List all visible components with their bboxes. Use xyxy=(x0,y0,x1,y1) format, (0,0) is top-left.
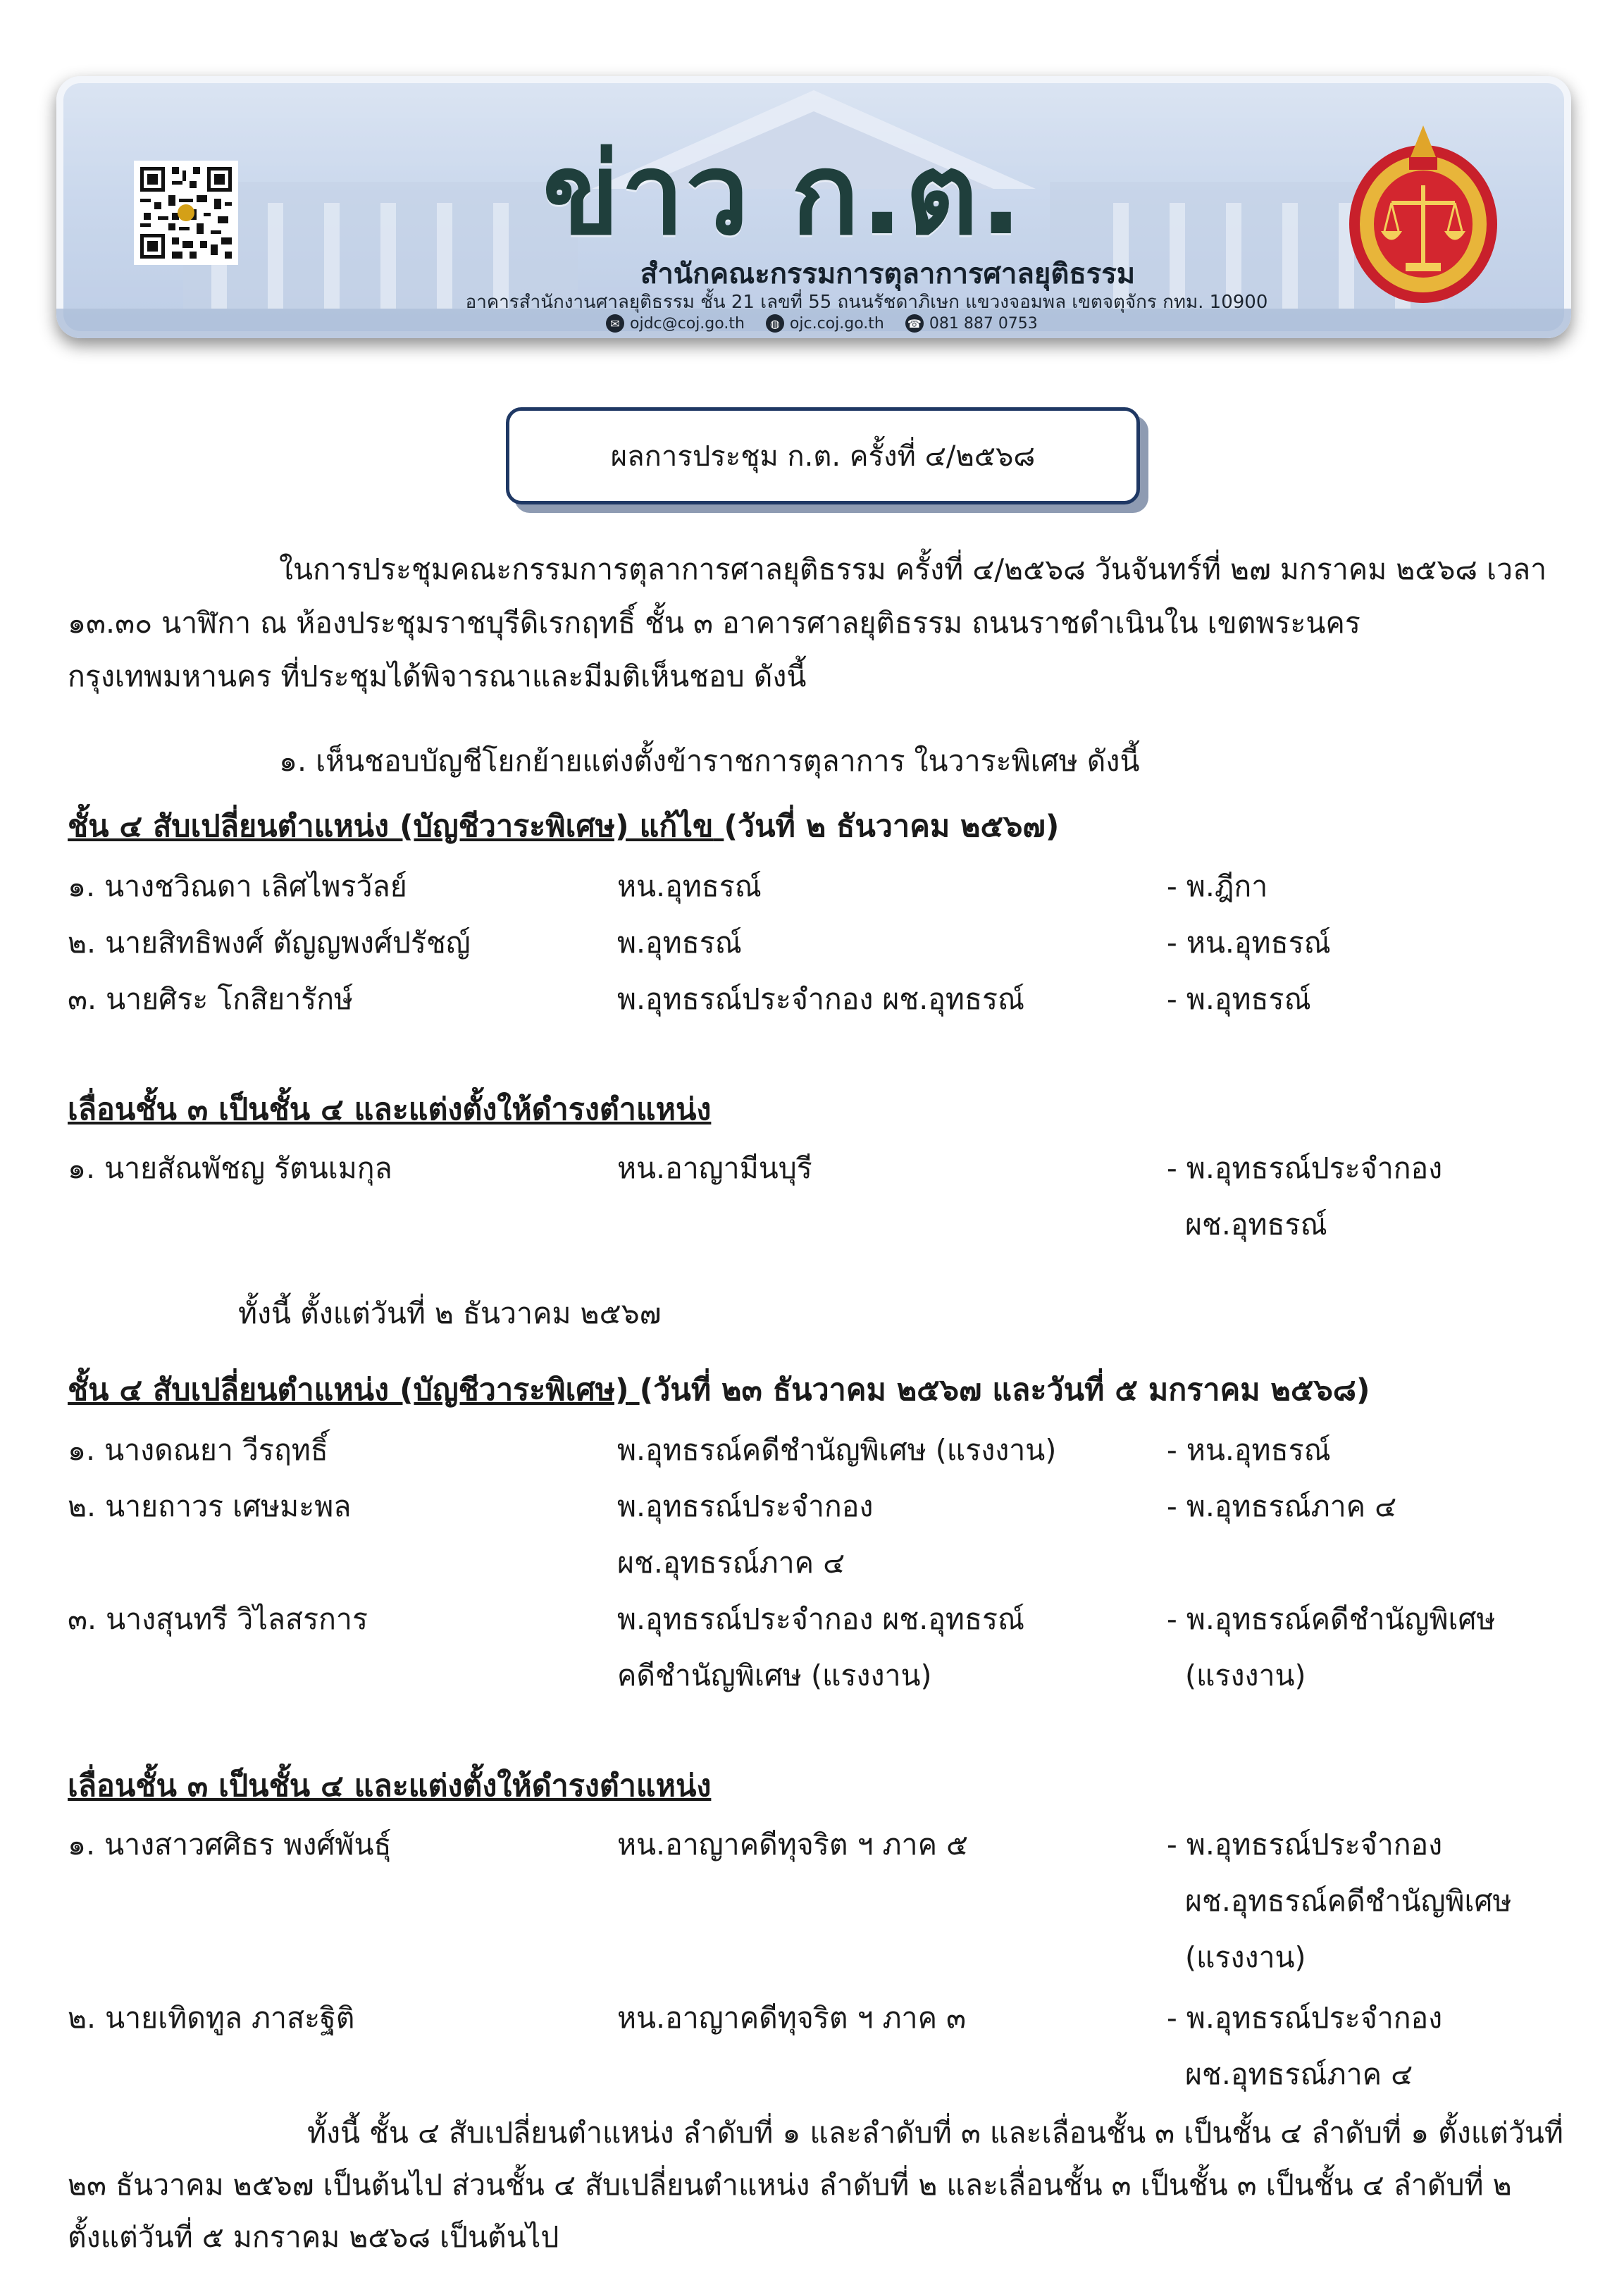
banner-org-name: สำนักคณะกรรมการตุลาการศาลยุติธรรม xyxy=(640,258,1136,290)
section-1-note: (วันที่ ๒ ธันวาคม ๒๕๖๗) xyxy=(724,809,1060,844)
row-to-line1: - พ.อุทธรณ์ประจำกอง xyxy=(1167,1151,1443,1185)
table-row xyxy=(68,1990,1568,2102)
row-to xyxy=(1167,1990,1561,2102)
section-2-title: เลื่อนชั้น ๓ เป็นชั้น ๔ และแต่งตั้งให้ดำรงตำแหน่ง xyxy=(68,1092,712,1127)
header-banner xyxy=(56,76,1571,338)
table-row xyxy=(68,1591,1568,1704)
row-to xyxy=(1167,1816,1561,1985)
row-to-line2: (แรงงาน) xyxy=(1185,1659,1306,1692)
row-to-line1: - พ.อุทธรณ์คดีชำนัญพิเศษ xyxy=(1167,1602,1496,1636)
section-3-note: (วันที่ ๒๓ ธันวาคม ๒๕๖๗ และวันที่ ๕ มกราคม ๒๕๖๘) xyxy=(639,1373,1370,1408)
globe-icon: ◍ xyxy=(766,314,784,333)
row-name: ๒. นายสิทธิพงศ์ ตัญญพงศ์ปรัชญ์ xyxy=(68,926,471,960)
row-name: ๑. นางดณยา วีรฤทธิ์ xyxy=(68,1433,328,1467)
row-name: ๒. นายเทิดทูล ภาสะฐิติ xyxy=(68,2001,355,2035)
qr-code[interactable] xyxy=(134,161,238,265)
row-name: ๑. นางชวิณดา เลิศไพรวัลย์ xyxy=(68,869,407,903)
row-from-line2: ผช.อุทธรณ์ภาค ๔ xyxy=(617,1546,845,1580)
table-row xyxy=(68,1140,1568,1253)
table-row xyxy=(68,858,1568,915)
item-1: ๑. เห็นชอบบัญชีโยกย้ายแต่งตั้งข้าราชการตุลาการ ในวาระพิเศษ ดังนี้ xyxy=(279,744,1140,778)
row-name: ๒. นายถาวร เศษมะพล xyxy=(68,1489,352,1523)
section-1-title: ชั้น ๔ สับเปลี่ยนตำแหน่ง (บัญชีวาระพิเศษ) แก้ไข xyxy=(68,809,714,844)
section-2-heading xyxy=(68,1085,711,1133)
row-from-line2: คดีชำนัญพิเศษ (แรงงาน) xyxy=(617,1659,932,1692)
row-name: ๑. นายสัณพัชญ รัตนเมกุล xyxy=(68,1151,392,1185)
banner-headline: ข่าว ก.ต. xyxy=(543,128,1024,260)
row-name: ๑. นางสาวศศิธร พงศ์พันธุ์ xyxy=(68,1828,392,1861)
intro-paragraph: ในการประชุมคณะกรรมการตุลาการศาลยุติธรรม ครั้งที่ ๔/๒๕๖๘ วันจันทร์ที่ ๒๗ มกราคม ๒๕๖๘ เวลา ๑๓.๓๐ นาฬิกา ณ ห้องประชุมราชบุรีดิเรกฤทธิ์ ชั้น ๓ อาคารศาลยุติธรรม ถนนราชดำเนินใน เขตพระนคร กรุงเทพมหานคร ที่ประชุมได้พิจารณาและมีมติเห็นชอบ ดังนี้ xyxy=(68,552,1547,693)
row-from-line1: พ.อุทธรณ์ประจำกอง xyxy=(617,1489,874,1523)
row-name: ๓. นางสุนทรี วิไลสรการ xyxy=(68,1602,368,1636)
banner-address: อาคารสำนักงานศาลยุติธรรม ชั้น 21 เลขที่ 55 ถนนรัชดาภิเษก แขวงจอมพล เขตจตุจักร กทม. 10900 xyxy=(465,292,1268,313)
section-3-heading xyxy=(68,1365,1370,1413)
contact-email[interactable] xyxy=(606,314,745,333)
section-4-heading xyxy=(68,1761,711,1809)
court-emblem-icon xyxy=(1339,118,1508,309)
row-from: หน.อาญาคดีทุจริต ฯ ภาค ๓ xyxy=(617,2001,967,2035)
row-to: - หน.อุทธรณ์ xyxy=(1167,1433,1331,1467)
closing-paragraph: ทั้งนี้ ชั้น ๔ สับเปลี่ยนตำแหน่ง ลำดับที่ ๑ และลำดับที่ ๓ และเลื่อนชั้น ๓ เป็นชั้น ๔ ลำดับที่ ๑ ตั้งแต่วันที่ ๒๓ ธันวาคม ๒๕๖๗ เป็นต้นไป ส่วนชั้น ๔ สับเปลี่ยนตำแหน่ง ลำดับที่ ๒ และเลื่อนชั้น ๓ เป็นชั้น ๓ เป็นชั้น ๔ ลำดับที่ ๒ ตั้งแต่วันที่ ๕ มกราคม ๒๕๖๘ เป็นต้นไป xyxy=(68,2116,1563,2254)
banner-contacts xyxy=(606,314,1240,333)
contact-website[interactable] xyxy=(766,314,884,333)
contact-website-text: ojc.coj.go.th xyxy=(789,314,884,333)
row-from xyxy=(617,1478,1167,1591)
table-row xyxy=(68,1478,1568,1591)
section-4-title: เลื่อนชั้น ๓ เป็นชั้น ๔ และแต่งตั้งให้ดำรงตำแหน่ง xyxy=(68,1768,712,1804)
section-1-heading xyxy=(68,802,1059,850)
row-from: พ.อุทธรณ์คดีชำนัญพิเศษ (แรงงาน) xyxy=(617,1433,1057,1467)
row-to: - หน.อุทธรณ์ xyxy=(1167,926,1331,960)
row-to: - พ.อุทธรณ์ภาค ๔ xyxy=(1167,1489,1397,1523)
meeting-title: ผลการประชุม ก.ต. ครั้งที่ ๔/๒๕๖๘ xyxy=(610,440,1036,473)
row-from: หน.อาญาคดีทุจริต ฯ ภาค ๕ xyxy=(617,1828,969,1861)
phone-icon: ☎ xyxy=(905,314,924,333)
row-from-line1: พ.อุทธรณ์ประจำกอง ผช.อุทธรณ์ xyxy=(617,1602,1025,1636)
row-from xyxy=(617,1591,1167,1704)
section-2-effective: ทั้งนี้ ตั้งแต่วันที่ ๒ ธันวาคม ๒๕๖๗ xyxy=(238,1296,662,1330)
table-row xyxy=(68,1816,1568,1985)
row-to-line2: ผช.อุทธรณ์คดีชำนัญพิเศษ xyxy=(1185,1884,1512,1918)
row-to-line3: (แรงงาน) xyxy=(1185,1940,1306,1974)
row-to xyxy=(1167,1140,1561,1253)
contact-email-text: ojdc@coj.go.th xyxy=(630,314,745,333)
row-from: พ.อุทธรณ์ xyxy=(617,926,742,960)
row-to: - พ.ฎีกา xyxy=(1167,869,1268,903)
table-row xyxy=(68,915,1568,971)
row-to: - พ.อุทธรณ์ xyxy=(1167,982,1311,1016)
section-3-title: ชั้น ๔ สับเปลี่ยนตำแหน่ง (บัญชีวาระพิเศษ) xyxy=(68,1373,629,1408)
meeting-title-box xyxy=(506,407,1140,504)
row-from: พ.อุทธรณ์ประจำกอง ผช.อุทธรณ์ xyxy=(617,982,1025,1016)
row-to-line2: ผช.อุทธรณ์ xyxy=(1185,1208,1327,1241)
row-name: ๓. นายศิระ โกสิยารักษ์ xyxy=(68,982,354,1016)
row-from: หน.อุทธรณ์ xyxy=(617,869,762,903)
email-icon: ✉ xyxy=(606,314,624,333)
table-row xyxy=(68,971,1568,1027)
row-to-line1: - พ.อุทธรณ์ประจำกอง xyxy=(1167,1828,1443,1861)
contact-phone[interactable] xyxy=(905,314,1038,333)
row-to-line2: ผช.อุทธรณ์ภาค ๔ xyxy=(1185,2057,1413,2091)
row-from: หน.อาญามีนบุรี xyxy=(617,1151,812,1185)
table-row xyxy=(68,1422,1568,1478)
row-to-line1: - พ.อุทธรณ์ประจำกอง xyxy=(1167,2001,1443,2035)
row-to xyxy=(1167,1591,1561,1704)
contact-phone-text: 081 887 0753 xyxy=(929,314,1038,333)
